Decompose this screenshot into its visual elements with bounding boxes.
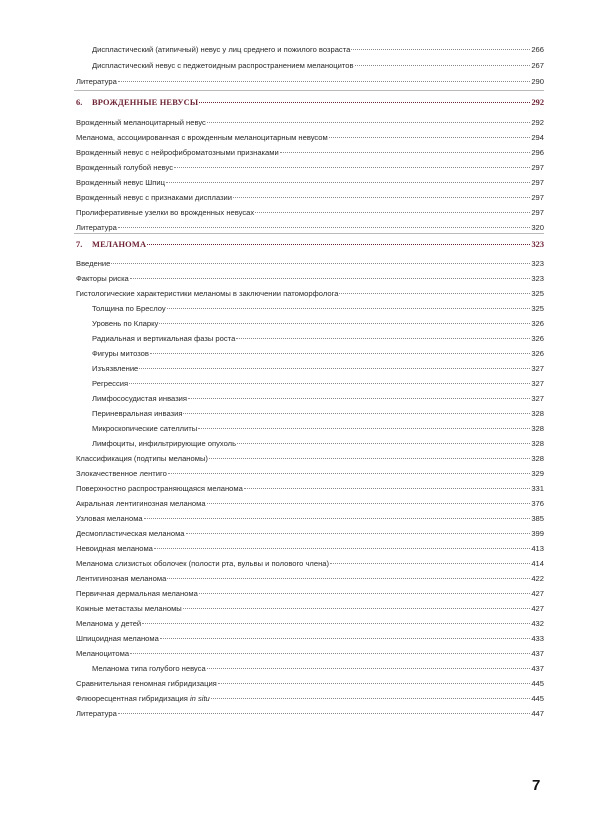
- toc-dot-leader: [339, 292, 530, 294]
- toc-entry-title: Узловая меланома: [76, 514, 143, 523]
- toc-entry[interactable]: [76, 709, 544, 719]
- toc-page-number: 445: [531, 694, 544, 703]
- section-divider: [74, 90, 544, 91]
- toc-entry-title: Классификация (подтипы меланомы): [76, 454, 208, 463]
- toc-entry-title: Меланома слизистых оболочек (полости рта, вульвы и полового члена): [76, 559, 330, 568]
- toc-chapter[interactable]: [76, 240, 544, 250]
- toc-chapter-number: 7.: [76, 240, 83, 249]
- toc-entry[interactable]: [76, 589, 544, 599]
- toc-chapter[interactable]: [76, 98, 544, 108]
- toc-page-number: 297: [531, 178, 544, 187]
- toc-dot-leader: [211, 697, 531, 699]
- toc-page-number: 326: [531, 334, 544, 343]
- toc-entry[interactable]: [92, 349, 544, 359]
- toc-dot-leader: [130, 652, 530, 654]
- toc-page-number: 327: [531, 364, 544, 373]
- toc-entry[interactable]: [92, 664, 544, 674]
- toc-dot-leader: [209, 457, 530, 459]
- toc-page-number: 325: [531, 289, 544, 298]
- toc-dot-leader: [330, 562, 530, 564]
- toc-entry-title: Радиальная и вертикальная фазы роста: [92, 334, 236, 343]
- toc-dot-leader: [355, 64, 531, 66]
- toc-entry[interactable]: [76, 193, 544, 203]
- toc-entry[interactable]: [76, 619, 544, 629]
- toc-page-number: 297: [531, 208, 544, 217]
- toc-entry[interactable]: [92, 304, 544, 314]
- toc-entry[interactable]: [76, 289, 544, 299]
- toc-entry-title: Уровень по Кларку: [92, 319, 159, 328]
- toc-entry-title: Врожденный меланоцитарный невус: [76, 118, 206, 127]
- toc-entry-title: Первичная дермальная меланома: [76, 589, 198, 598]
- toc-dot-leader: [118, 226, 530, 228]
- toc-entry[interactable]: [76, 529, 544, 539]
- toc-entry[interactable]: [92, 319, 544, 329]
- toc-entry[interactable]: [92, 439, 544, 449]
- toc-entry[interactable]: [76, 604, 544, 614]
- toc-page-number: 427: [531, 604, 544, 613]
- toc-dot-leader: [186, 532, 531, 534]
- toc-entry[interactable]: [92, 364, 544, 374]
- toc-page-number: 296: [531, 148, 544, 157]
- toc-chapter-title: ВРОЖДЕННЫЕ НЕВУСЫ: [92, 98, 199, 107]
- toc-page-number: 331: [531, 484, 544, 493]
- toc-dot-leader: [236, 337, 530, 339]
- toc-page-number: 328: [531, 454, 544, 463]
- toc-dot-leader: [174, 166, 530, 168]
- toc-entry-title: Периневральная инвазия: [92, 409, 183, 418]
- toc-entry-title: Флюоресцентная гибридизация in situ: [76, 694, 210, 703]
- toc-dot-leader: [329, 136, 531, 138]
- toc-page-number: 427: [531, 589, 544, 598]
- toc-dot-leader: [167, 307, 531, 309]
- toc-entry-title: Диспластический (атипичный) невус у лиц среднего и пожилого возраста: [92, 45, 351, 54]
- toc-dot-leader: [237, 442, 530, 444]
- toc-entry[interactable]: [76, 454, 544, 464]
- toc-page-number: 414: [531, 559, 544, 568]
- toc-dot-leader: [207, 121, 530, 123]
- toc-entry-title: Введение: [76, 259, 111, 268]
- toc-page-number: 323: [531, 259, 544, 268]
- toc-page-number: 432: [531, 619, 544, 628]
- toc-page-number: 325: [531, 304, 544, 313]
- toc-entry-title: Врожденный невус Шпиц: [76, 178, 165, 187]
- toc-entry[interactable]: [76, 77, 544, 87]
- toc-entry-title: Диспластический невус с педжетоидным распространением меланоцитов: [92, 61, 354, 70]
- toc-entry-title: Литература: [76, 77, 117, 86]
- toc-entry[interactable]: [92, 409, 544, 419]
- toc-entry[interactable]: [92, 45, 544, 55]
- toc-dot-leader: [147, 243, 530, 245]
- toc-entry-title: Изъязвление: [92, 364, 139, 373]
- toc-entry-title: Врожденный голубой невус: [76, 163, 174, 172]
- toc-page-number: 329: [531, 469, 544, 478]
- toc-page-number: 328: [531, 439, 544, 448]
- toc-entry[interactable]: [76, 163, 544, 173]
- toc-page-number: 447: [531, 709, 544, 718]
- toc-entry[interactable]: [76, 178, 544, 188]
- toc-entry-title: Фигуры митозов: [92, 349, 149, 358]
- section-divider: [74, 233, 544, 234]
- toc-page-number: 327: [531, 394, 544, 403]
- toc-entry-title: Шпицоидная меланома: [76, 634, 159, 643]
- toc-entry[interactable]: [92, 379, 544, 389]
- toc-entry-title: Лентигинозная меланома: [76, 574, 167, 583]
- toc-page-number: 323: [531, 240, 544, 249]
- toc-chapter-title: МЕЛАНОМА: [92, 240, 147, 249]
- page-number: 7: [532, 777, 541, 794]
- toc-page-number: 328: [531, 409, 544, 418]
- toc-page-number: 422: [531, 574, 544, 583]
- toc-dot-leader: [118, 80, 530, 82]
- toc-entry-title: Поверхностно распространяющаяся меланома: [76, 484, 243, 493]
- toc-page-number: 326: [531, 349, 544, 358]
- toc-entry-title: Микроскопические сателлиты: [92, 424, 198, 433]
- toc-entry-title: Меланома типа голубого невуса: [92, 664, 206, 673]
- toc-dot-leader: [233, 196, 530, 198]
- toc-page-number: 437: [531, 664, 544, 673]
- toc-page-number: 413: [531, 544, 544, 553]
- toc-entry-title: Врожденный невус с нейрофиброматозными признаками: [76, 148, 279, 157]
- toc-page-number: 290: [531, 77, 544, 86]
- toc-dot-leader: [168, 472, 530, 474]
- toc-dot-leader: [139, 367, 530, 369]
- toc-page-number: 326: [531, 319, 544, 328]
- toc-page-number: 323: [531, 274, 544, 283]
- toc-page-number: 294: [531, 133, 544, 142]
- toc-entry[interactable]: [92, 394, 544, 404]
- toc-entry[interactable]: [92, 61, 544, 71]
- toc-entry-title: Толщина по Бреслоу: [92, 304, 166, 313]
- toc-entry[interactable]: [76, 148, 544, 158]
- toc-entry-title: Сравнительная геномная гибридизация: [76, 679, 217, 688]
- toc-page-number: 292: [531, 98, 544, 107]
- toc-entry[interactable]: [76, 649, 544, 659]
- toc-entry-title: Факторы риска: [76, 274, 129, 283]
- toc-entry-title: Акральная лентигинозная меланома: [76, 499, 206, 508]
- toc-dot-leader: [144, 517, 531, 519]
- toc-entry[interactable]: [92, 424, 544, 434]
- toc-dot-leader: [199, 101, 530, 103]
- toc-entry[interactable]: [76, 259, 544, 269]
- toc-entry-title: Лимфососудистая инвазия: [92, 394, 188, 403]
- toc-page-number: 297: [531, 193, 544, 202]
- toc-page-number: 267: [531, 61, 544, 70]
- toc-dot-leader: [188, 397, 530, 399]
- toc-entry[interactable]: [76, 514, 544, 524]
- toc-entry[interactable]: [76, 574, 544, 584]
- toc-entry[interactable]: [76, 634, 544, 644]
- toc-entry[interactable]: [92, 334, 544, 344]
- toc-dot-leader: [183, 412, 530, 414]
- toc-entry-title: Злокачественное лентиго: [76, 469, 167, 478]
- toc-entry[interactable]: [76, 274, 544, 284]
- toc-page-number: 328: [531, 424, 544, 433]
- toc-dot-leader: [244, 487, 530, 489]
- toc-entry-title: Десмопластическая меланома: [76, 529, 185, 538]
- toc-entry[interactable]: [76, 694, 544, 704]
- toc-dot-leader: [159, 322, 530, 324]
- toc-entry-title: Невоидная меланома: [76, 544, 153, 553]
- toc-dot-leader: [198, 427, 530, 429]
- toc-page-number: 327: [531, 379, 544, 388]
- toc-dot-leader: [218, 682, 531, 684]
- toc-page-number: 433: [531, 634, 544, 643]
- toc-dot-leader: [129, 382, 530, 384]
- toc-entry[interactable]: [76, 544, 544, 554]
- toc-dot-leader: [142, 622, 530, 624]
- toc-entry[interactable]: [76, 133, 544, 143]
- toc-dot-leader: [150, 352, 530, 354]
- toc-dot-leader: [118, 712, 530, 714]
- toc-entry[interactable]: [76, 118, 544, 128]
- toc-page-number: 437: [531, 649, 544, 658]
- toc-entry-title: Врожденный невус с признаками дисплазии: [76, 193, 233, 202]
- toc-entry-title: Меланоцитома: [76, 649, 130, 658]
- toc-page-number: 292: [531, 118, 544, 127]
- toc-dot-leader: [207, 502, 531, 504]
- toc-entry[interactable]: [76, 208, 544, 218]
- toc-entry-title: Лимфоциты, инфильтрирующие опухоль: [92, 439, 237, 448]
- toc-chapter-number: 6.: [76, 98, 83, 107]
- toc-dot-leader: [130, 277, 531, 279]
- toc-dot-leader: [166, 181, 530, 183]
- toc-entry-title: Литература: [76, 223, 117, 232]
- toc-entry[interactable]: [76, 499, 544, 509]
- toc-dot-leader: [199, 592, 530, 594]
- toc-page-number: 399: [531, 529, 544, 538]
- toc-page-number: 385: [531, 514, 544, 523]
- toc-page-number: 266: [531, 45, 544, 54]
- toc-entry-title: Литература: [76, 709, 117, 718]
- toc-entry-title: Меланома у детей: [76, 619, 142, 628]
- toc-dot-leader: [351, 48, 530, 50]
- toc-entry-title: Регрессия: [92, 379, 129, 388]
- toc-page-number: 320: [531, 223, 544, 232]
- toc-dot-leader: [111, 262, 530, 264]
- toc-entry[interactable]: [76, 484, 544, 494]
- toc-entry[interactable]: [76, 469, 544, 479]
- toc-entry[interactable]: [76, 679, 544, 689]
- toc-page-number: 445: [531, 679, 544, 688]
- toc-dot-leader: [207, 667, 531, 669]
- toc-dot-leader: [255, 211, 530, 213]
- toc-entry[interactable]: [76, 559, 544, 569]
- toc-entry-title: Пролиферативные узелки во врожденных невусах: [76, 208, 255, 217]
- toc-dot-leader: [183, 607, 531, 609]
- toc-entry-title: Гистологические характеристики меланомы в заключении патоморфолога: [76, 289, 339, 298]
- toc-dot-leader: [280, 151, 531, 153]
- toc-dot-leader: [167, 577, 530, 579]
- toc-entry[interactable]: [76, 223, 544, 233]
- toc-page-number: 376: [531, 499, 544, 508]
- toc-dot-leader: [154, 547, 530, 549]
- toc-dot-leader: [160, 637, 531, 639]
- toc-page-number: 297: [531, 163, 544, 172]
- toc-entry-title: Кожные метастазы меланомы: [76, 604, 182, 613]
- toc-entry-title: Меланома, ассоциированная с врожденным меланоцитарным невусом: [76, 133, 328, 142]
